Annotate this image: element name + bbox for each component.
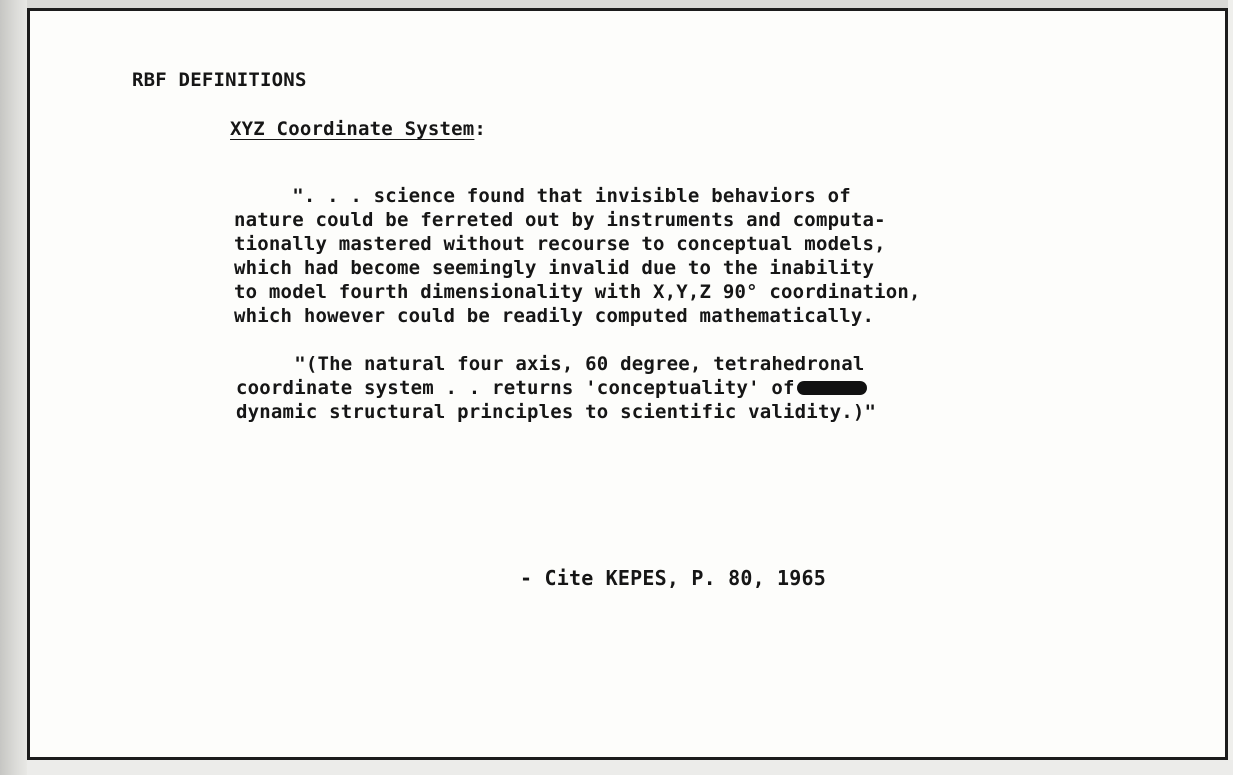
quote-1-line: to model fourth dimensionality with X,Y,Z 90° coordination, [234, 281, 921, 303]
quote-1-line: tionally mastered without recourse to conceptual models, [234, 233, 886, 255]
quote-2-line-with-redaction [236, 376, 876, 400]
scan-margin-left [0, 0, 27, 775]
quote-2-line: coordinate system . . returns 'conceptuality' of [236, 377, 795, 399]
subheading: XYZ Coordinate System [230, 118, 475, 140]
quote-1-line: which however could be readily computed mathematically. [234, 305, 875, 327]
quote-paragraph-1 [234, 160, 921, 352]
document-heading: RBF DEFINITIONS [132, 69, 307, 91]
redaction-mark [797, 381, 867, 395]
quote-1-line: nature could be ferreted out by instruments and computa- [234, 209, 886, 231]
scan-margin-right [1228, 0, 1233, 775]
quote-2-line: dynamic structural principles to scientific validity.)" [236, 401, 877, 423]
quote-1-line: ". . . science found that invisible behaviors of [234, 185, 851, 207]
quote-1-line: which had become seemingly invalid due to the inability [234, 257, 875, 279]
subheading-line [230, 117, 486, 141]
scan-margin-bottom [27, 760, 1233, 775]
quote-2-line: "(The natural four axis, 60 degree, tetrahedronal [236, 353, 865, 375]
citation: - Cite KEPES, P. 80, 1965 [520, 566, 827, 590]
quote-paragraph-2 [236, 328, 876, 448]
subheading-colon: : [474, 118, 487, 140]
